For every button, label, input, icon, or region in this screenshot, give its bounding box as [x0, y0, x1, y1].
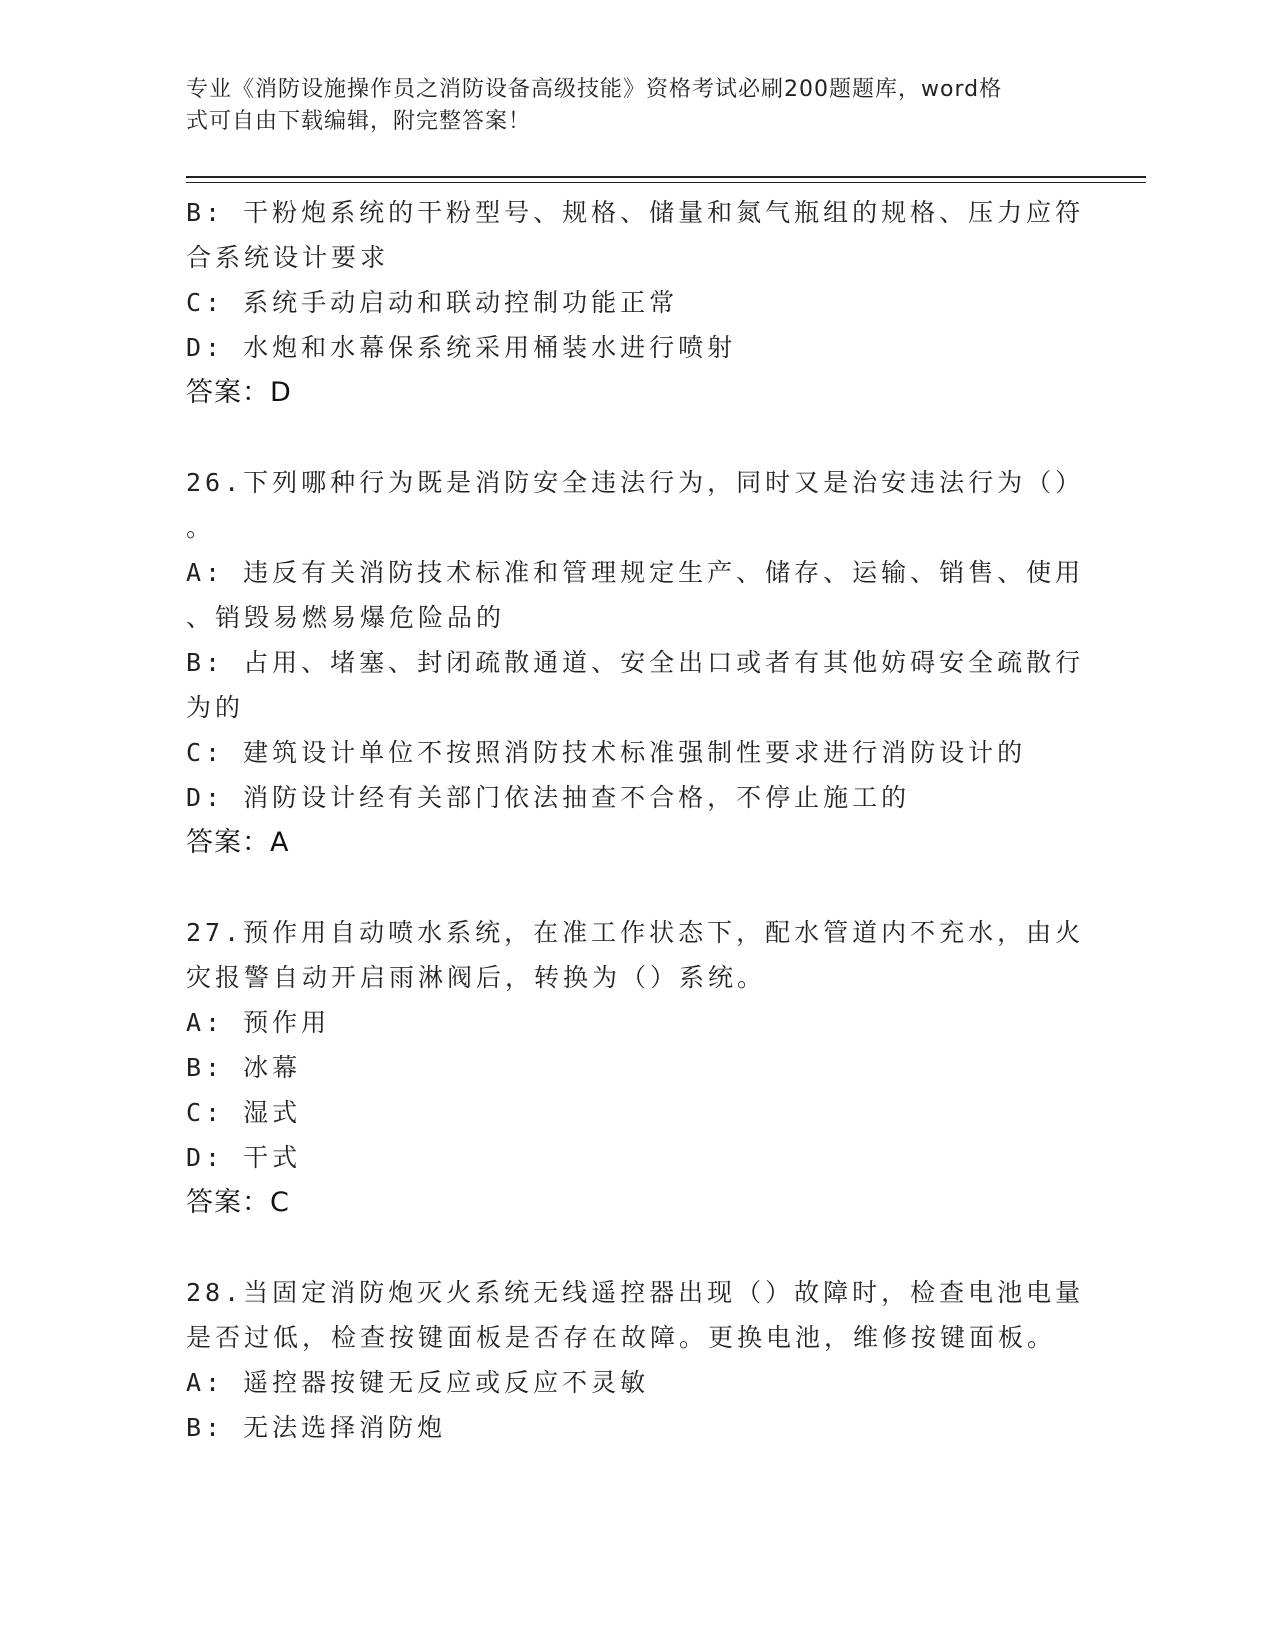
- option-c: C: 建筑设计单位不按照消防技术标准强制性要求进行消防设计的: [186, 738, 1027, 767]
- question-26: [186, 460, 1086, 865]
- option-c: C: 湿式: [186, 1098, 302, 1127]
- spacer: [186, 1225, 1086, 1270]
- option-d: D: 干式: [186, 1143, 302, 1172]
- option-b: B: 冰幕: [186, 1053, 302, 1082]
- question-stem-line-1: 27.预作用自动喷水系统，在准工作状态下，配水管道内不充水，由火: [186, 918, 1085, 947]
- option-b-line-1: B: 占用、堵塞、封闭疏散通道、安全出口或者有其他妨碍安全疏散行: [186, 648, 1085, 677]
- question-stem-line-1: 26.下列哪种行为既是消防安全违法行为，同时又是治安违法行为（）: [186, 468, 1085, 497]
- question-stem-line-1: 28.当固定消防炮灭火系统无线遥控器出现（）故障时，检查电池电量: [186, 1278, 1085, 1307]
- question-list: [186, 190, 1086, 1450]
- option-b-line-2: 为的: [186, 693, 245, 722]
- option-d: D: 水炮和水幕保系统采用桶装水进行喷射: [186, 333, 737, 362]
- question-stem-line-2: 灾报警自动开启雨淋阀后，转换为（）系统。: [186, 963, 767, 992]
- spacer: [186, 865, 1086, 910]
- answer: 答案：D: [186, 377, 292, 408]
- option-b-line-1: B: 干粉炮系统的干粉型号、规格、储量和氮气瓶组的规格、压力应符: [186, 198, 1085, 227]
- option-d: D: 消防设计经有关部门依法抽查不合格，不停止施工的: [186, 783, 911, 812]
- option-a: A: 遥控器按键无反应或反应不灵敏: [186, 1368, 650, 1397]
- question-28: [186, 1270, 1086, 1450]
- option-b: B: 无法选择消防炮: [186, 1413, 447, 1442]
- option-b-line-2: 合系统设计要求: [186, 243, 390, 272]
- question-25-continued: [186, 190, 1086, 415]
- question-stem-line-2: 。: [186, 513, 216, 542]
- option-a: A: 预作用: [186, 1008, 331, 1037]
- option-a-line-1: A: 违反有关消防技术标准和管理规定生产、储存、运输、销售、使用: [186, 558, 1085, 587]
- answer: 答案：A: [186, 827, 290, 858]
- header-line-2: 式可自由下载编辑，附完整答案！: [186, 109, 532, 134]
- answer: 答案：C: [186, 1187, 290, 1218]
- question-stem-line-2: 是否过低，检查按键面板是否存在故障。更换电池，维修按键面板。: [186, 1323, 1057, 1352]
- option-c: C: 系统手动启动和联动控制功能正常: [186, 288, 679, 317]
- spacer: [186, 415, 1086, 460]
- header-line-1: 专业《消防设施操作员之消防设备高级技能》资格考试必刷200题题库，word格: [186, 77, 1003, 102]
- question-27: [186, 910, 1086, 1225]
- document-header: [186, 74, 1086, 138]
- option-a-line-2: 、销毁易燃易爆危险品的: [186, 603, 506, 632]
- header-divider-thin: [186, 182, 1146, 183]
- header-divider-thick: [186, 176, 1146, 178]
